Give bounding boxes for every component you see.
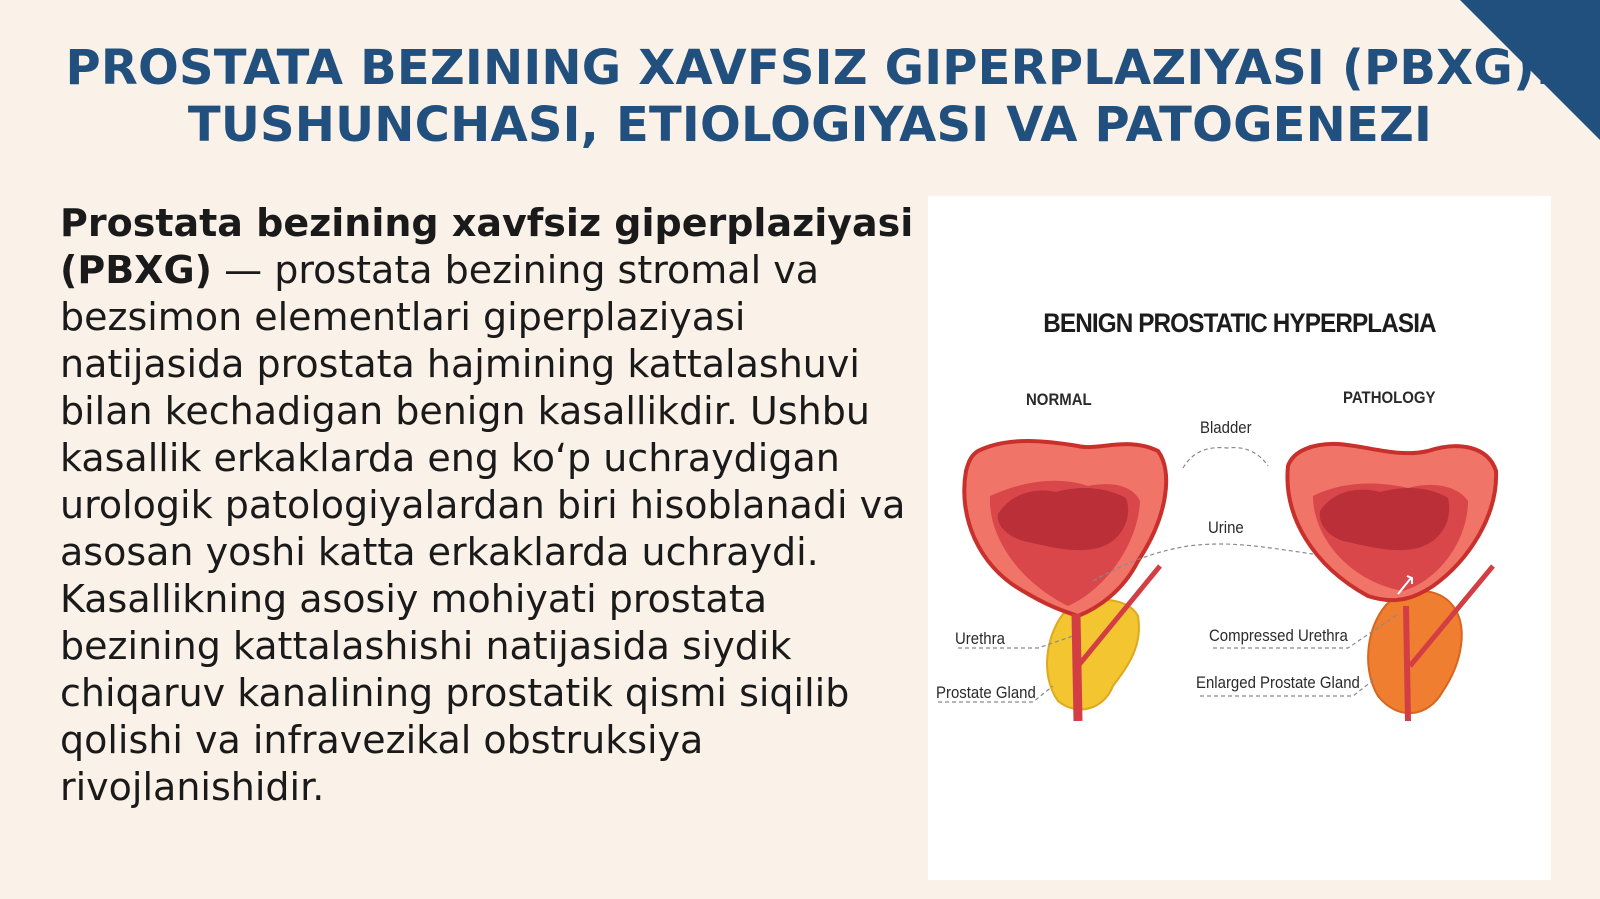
figure-label-compressed-urethra: Compressed Urethra bbox=[1209, 626, 1348, 645]
figure-label-pathology: PATHOLOGY bbox=[1343, 388, 1436, 407]
figure-title: BENIGN PROSTATIC HYPERPLASIA bbox=[1043, 308, 1436, 338]
normal-urethra bbox=[1076, 614, 1078, 721]
pathology-prostate-gland bbox=[1368, 591, 1462, 713]
figure-label-enlarged-prostate: Enlarged Prostate Gland bbox=[1196, 673, 1360, 692]
leader-bladder bbox=[1183, 448, 1268, 468]
body-paragraph bbox=[60, 200, 920, 811]
figure-label-bladder: Bladder bbox=[1200, 418, 1252, 437]
normal-prostate-gland bbox=[1047, 600, 1139, 709]
figure-label-prostate-gland: Prostate Gland bbox=[936, 683, 1036, 702]
slide-title-line2: TUSHUNCHASI, ETIOLOGIYASI VA PATOGENEZI bbox=[187, 97, 1433, 153]
body-definition: — prostata bezining stromal va bezsimon elementlari giperplaziyasi natijasida prostata hajmining kattalashuvi bilan kechadigan benign kasallikdir. Ushbu kasallik erkaklarda eng koʻp uchraydigan urologik patologiyalardan biri hisoblanadi va asosan yoshi katta erkaklarda uchraydi. Kasallikning asosiy mohiyati prostata bezining kattalashishi natijasida siydik chiqaruv kanalining prostatik qismi siqilib qolishi va infravezikal obstruksiya rivojlanishidir. bbox=[60, 248, 906, 809]
pathology-urethra bbox=[1406, 606, 1408, 721]
slide-title bbox=[60, 40, 1560, 154]
figure-label-urethra: Urethra bbox=[955, 629, 1005, 648]
bph-diagram-svg bbox=[928, 196, 1551, 880]
figure-label-normal: NORMAL bbox=[1026, 390, 1092, 409]
bph-illustration bbox=[928, 196, 1551, 880]
figure-label-urine: Urine bbox=[1208, 518, 1244, 537]
slide-title-line1: PROSTATA BEZINING XAVFSIZ GIPERPLAZIYASI (PBXG): bbox=[65, 40, 1555, 96]
body-term: Prostata bezining xavfsiz giperplaziyasi (PBXG) bbox=[60, 201, 914, 292]
